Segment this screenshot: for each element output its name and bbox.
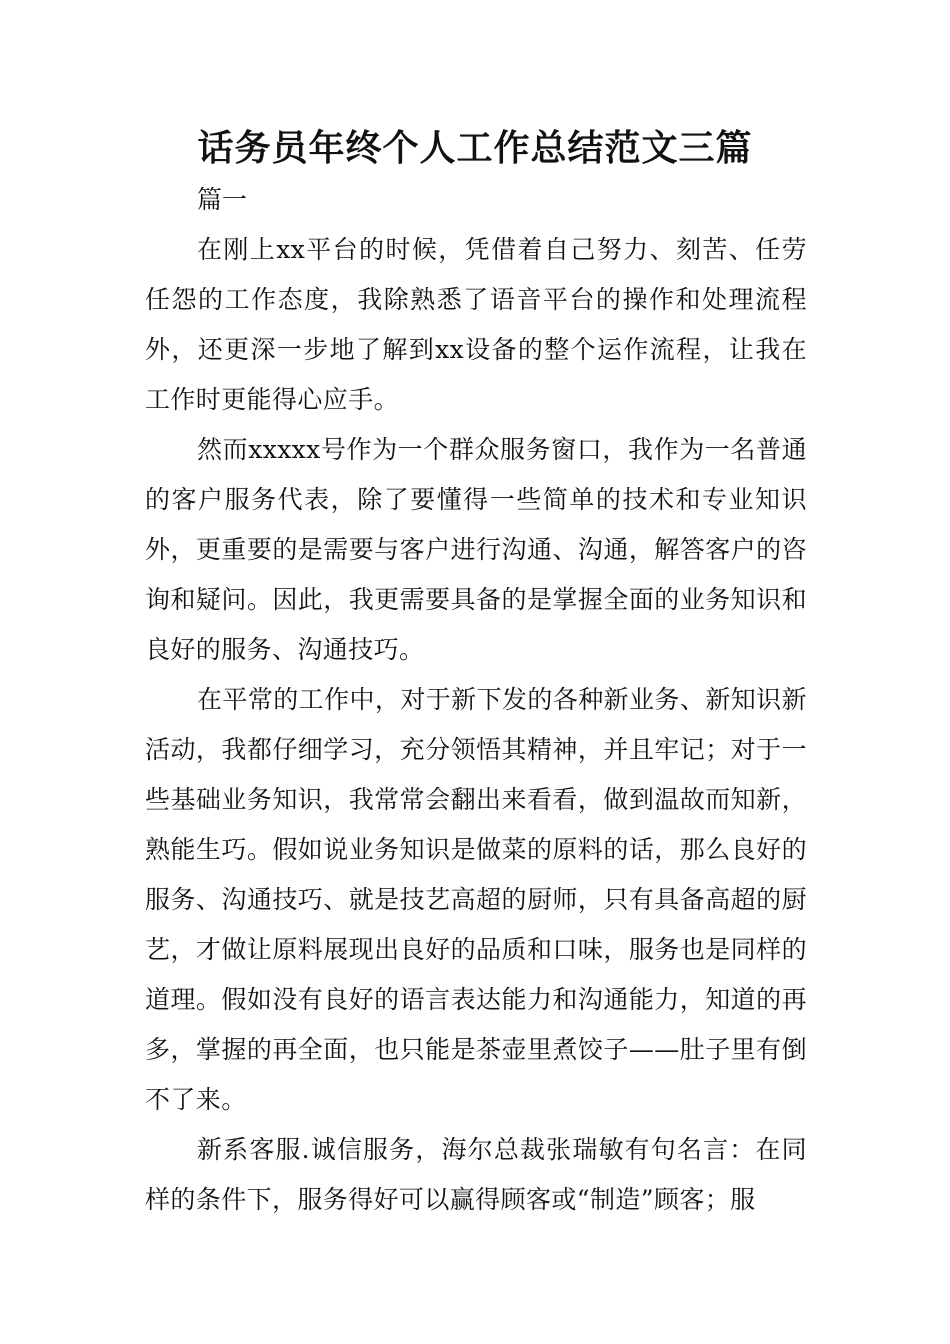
paragraph-2: 然而xxxxx号作为一个群众服务窗口，我作为一名普通的客户服务代表，除了要懂得一些简单的技术和专业知识外，更重要的是需要与客户进行沟通、沟通，解答客户的咨询和疑问。因此，我更需要具备的是掌握全面的业务知识和良好的服务、沟通技巧。 — [145, 435, 807, 664]
paragraph-1: 在刚上xx平台的时候，凭借着自己努力、刻苦、任劳任怨的工作态度，我除熟悉了语音平台的操作和处理流程外，还更深一步地了解到xx设备的整个运作流程，让我在工作时更能得心应手。 — [145, 235, 807, 414]
document-body — [145, 175, 807, 1225]
paragraph-4: 新系客服.诚信服务，海尔总裁张瑞敏有句名言：在同样的条件下，服务得好可以赢得顾客或“制造”顾客；服 — [145, 1135, 807, 1214]
document-title: 话务员年终个人工作总结范文三篇 — [197, 128, 753, 169]
paragraph-3: 在平常的工作中，对于新下发的各种新业务、新知识新活动，我都仔细学习，充分领悟其精神，并且牢记；对于一些基础业务知识，我常常会翻出来看看，做到温故而知新，熟能生巧。假如说业务知识是做菜的原料的话，那么良好的服务、沟通技巧、就是技艺高超的厨师，只有具备高超的厨艺，才做让原料展现出良好的品质和口味，服务也是同样的道理。假如没有良好的语言表达能力和沟通能力，知道的再多，掌握的再全面，也只能是茶壶里煮饺子——肚子里有倒不了来。 — [145, 685, 807, 1114]
section-heading: 篇一 — [197, 185, 248, 214]
